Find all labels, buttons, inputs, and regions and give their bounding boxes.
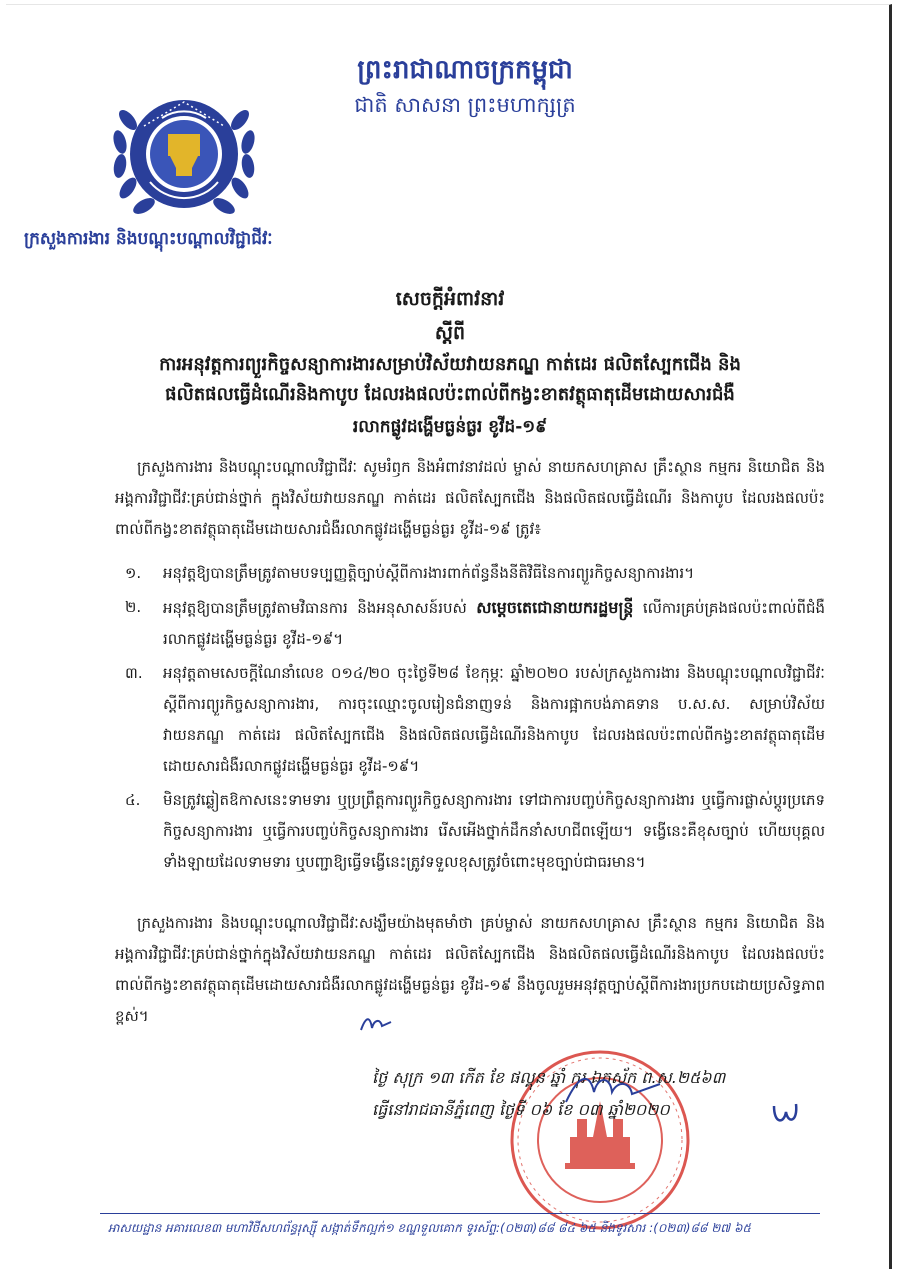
intro-paragraph: ក្រសួងការងារ និងបណ្តុះបណ្តាលវិជ្ជាជីវៈ សូមរំឭក និងអំពាវនាវដល់ ម្ចាស់ នាយកសហគ្រាស គ្រឹះស្ថាន កម្មករ និយោជិត និងអង្គការវិជ្ជាជីវៈគ្រប់ជាន់ថ្នាក់ ក្នុងវិស័យវាយនភណ្ឌ កាត់ដេរ ផលិតស្បែកជើង និងផលិតផលធ្វើដំណើរ និងកាបូប ដែលរងផលប៉ះពាល់ពីកង្វះខាតវត្ថុធាតុដើមដោយសារជំងឺរលាកផ្លូវដង្ហើមធ្ងន់ធ្ងរ ខូវីដ-១៩ ត្រូវ៖ [115,458,825,538]
title-announcement: សេចក្តីអំពាវនាវ [395,288,505,310]
list-item [125,785,825,878]
item-number: ៣. [125,664,143,682]
item-number: ៤. [125,791,141,809]
title-subject-line-2: ផលិតផលធ្វើដំណើរនិងកាបូប ដែលរងផលប៉ះពាល់ពីកង្វះខាតវត្ថុធាតុដើមដោយសារជំងឺ [165,384,735,405]
lunar-date: ថ្ងៃ សុក្រ ១៣ កើត ខែ ផល្គុន ឆ្នាំ កុរ ឯកស័ក ព.ស.២៥៦៣ [372,1068,726,1087]
item-number: ១. [125,564,142,582]
item-text-part-b: លើការគ្រប់គ្រងផលប៉ះពាល់ពីជំងឺរលាកផ្លូវដង្ហើមធ្ងន់ធ្ងរ ខូវីដ-១៩។ [163,599,826,648]
ministry-logo [110,82,258,224]
document-title [70,282,830,444]
kingdom-title: ព្រះរាជាណាចក្រកម្ពុជា [357,55,573,85]
handwritten-mark [770,1096,802,1128]
title-subject-line-3: រលាកផ្លូវដង្ហើមធ្ងន់ធ្ងរ ខូវីដ-១៩ [352,417,548,437]
item-text: អនុវត្តតាមសេចក្តីណែនាំលេខ ០១៤/២០ ចុះថ្ងៃទី២៨ ខែកុម្ភៈ ឆ្នាំ២០២០ របស់ក្រសួងការងារ និងបណ្តុះបណ្តាលវិជ្ជាជីវៈ ស្តីពីការព្យួរកិច្ចសន្យាការងារ, ការចុះឈ្មោះចូលរៀនជំនាញទន់ និងការផ្អាកបង់ភាគទាន ប.ស.ស. សម្រាប់វិស័យវាយនភណ្ឌ កាត់ដេរ ផលិតស្បែកជើង និងផលិតផលធ្វើដំណើរនិងកាបូប ដែលរងផលប៉ះពាល់ពីកង្វះខាតវត្ថុធាតុដើមដោយសារជំងឺរលាកផ្លូវដង្ហើមធ្ងន់ធ្ងរ ខូវីដ-១៩។ [163,664,825,775]
date-block [372,1062,725,1126]
list-item [125,592,825,655]
item-number: ២. [125,598,142,616]
instruction-list [125,558,825,881]
national-motto: ជាតិ សាសនា ព្រះមហាក្សត្រ [354,93,576,117]
ministry-name: ក្រសួងការងារ និងបណ្តុះបណ្តាលវិជ្ជាជីវៈ [24,229,273,249]
handwritten-initial [358,1012,394,1036]
list-item [125,558,825,589]
footer-divider [100,1213,820,1214]
prime-minister-title: សម្តេចតេជោនាយករដ្ឋមន្ត្រី [476,598,634,617]
title-regarding: ស្តីពី [434,322,466,344]
title-subject-line-1: ការអនុវត្តការព្យួរកិច្ចសន្យាការងារសម្រាប់វិស័យវាយនភណ្ឌ កាត់ដេរ ផលិតស្បែកជើង និង [159,354,741,375]
item-text [163,592,825,655]
footer-address: អាសយដ្ឋាន អគារលេខ៣ មហាវិថីសហព័ន្ធរុស្ស៊ី សង្កាត់ទឹកល្អក់១ ខណ្ឌទួលគោក ទូរស័ព្ទ:(០២៣)៨៨ ៨៤ ៦៥ និងទូរសារ :(០២៣)៨៨ ២៧ ៦៥ [108,1221,751,1235]
kingdom-header [320,52,610,122]
list-item [125,658,825,782]
signature [560,1062,670,1122]
item-text: មិនត្រូវឆ្លៀតឱកាសនេះទាមទារ ឬប្រព្រឹត្តការព្យួរកិច្ចសន្យាការងារ ទៅជាការបញ្ចប់កិច្ចសន្យាការងារ ឬធ្វើការផ្លាស់ប្តូរប្រភេទកិច្ចសន្យាការងារ ឬធ្វើការបញ្ចប់កិច្ចសន្យាការងារ រើសអើងថ្នាក់ដឹកនាំសហជីពឡើយ។ ទង្វើនេះគឺខុសច្បាប់ ហើយបុគ្គលទាំងឡាយដែលទាមទារ ឬបញ្ជាឱ្យធ្វើទង្វើនេះត្រូវទទួលខុសត្រូវចំពោះមុខច្បាប់ជាធរមាន។ [163,791,825,871]
closing-paragraph: ក្រសួងការងារ និងបណ្តុះបណ្តាលវិជ្ជាជីវៈសង្ឃឹមយ៉ាងមុតមាំថា គ្រប់ម្ចាស់ នាយកសហគ្រាស គ្រឹះស្ថាន កម្មករ និយោជិត និងអង្គការវិជ្ជាជីវៈគ្រប់ជាន់ថ្នាក់ក្នុងវិស័យវាយនភណ្ឌ កាត់ដេរ ផលិតស្បែកជើង និងផលិតផលធ្វើដំណើរនិងកាបូប ដែលរងផលប៉ះពាល់ពីកង្វះខាតវត្ថុធាតុដើមដោយសារជំងឺរលាកផ្លូវដង្ហើមធ្ងន់ធ្ងរ ខូវីដ-១៩ នឹងចូលរួមអនុវត្តច្បាប់ស្តីពីការងារប្រកបដោយប្រសិទ្ធភាពខ្ពស់។ [115,914,825,1025]
item-text-part-a: អនុវត្តឱ្យបានត្រឹមត្រូវតាមវិធានការ និងអនុសាសន៍របស់ [163,599,477,617]
solar-date: ធ្វើនៅរាជធានីភ្នំពេញ ថ្ងៃទី ០៦ ខែ ០៣ ឆ្នាំ២០២០ [372,1100,670,1119]
item-text: អនុវត្តឱ្យបានត្រឹមត្រូវតាមបទប្បញ្ញត្តិច្បាប់ស្តីពីការងារពាក់ព័ន្ធនឹងនីតិវិធីនៃការព្យួរកិច្ចសន្យាការងារ។ [163,564,695,582]
